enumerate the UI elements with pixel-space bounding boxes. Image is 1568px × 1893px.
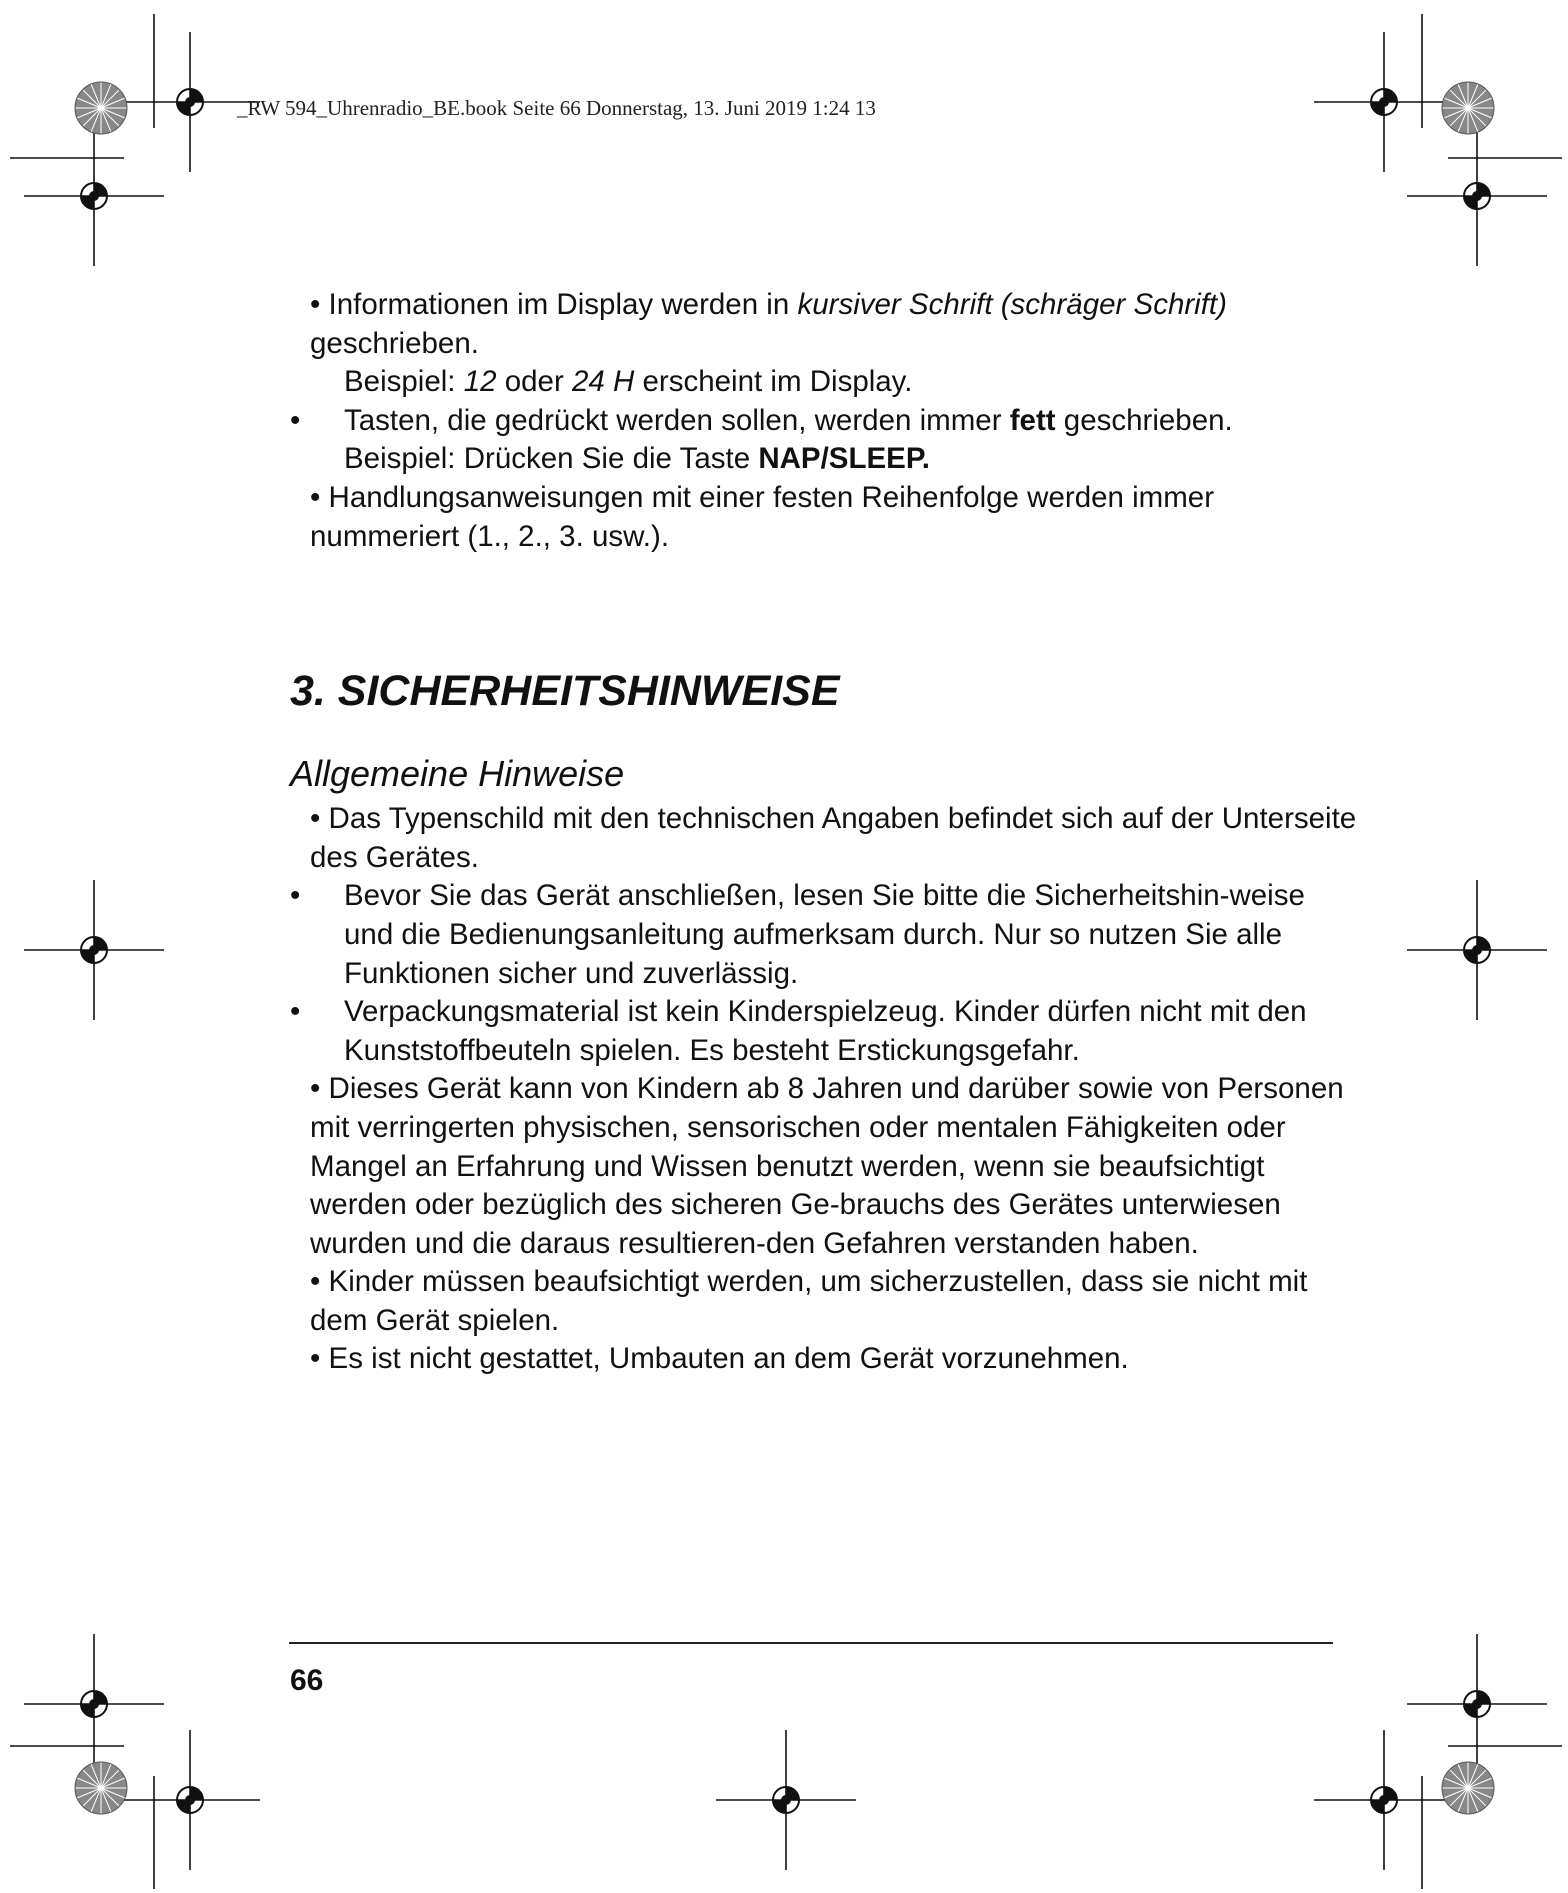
intro-item-first-line xyxy=(310,286,1360,363)
bullet: • xyxy=(290,879,301,913)
bullet: • xyxy=(290,995,301,1029)
intro-item-text xyxy=(310,479,1360,556)
text-segment: geschrieben. xyxy=(310,326,479,360)
text-segment-italic: kursiver Schrift (schräger Schrift) xyxy=(797,288,1227,321)
bullet: • xyxy=(310,1072,321,1106)
list-item-body: Verpackungsmaterial ist kein Kinderspielzeug. Kinder dürfen nicht mit den Kunststoffbeuteln spielen. Es besteht Erstickungsgefahr. xyxy=(344,995,1307,1067)
list-item xyxy=(290,1263,1360,1340)
text-segment-italic: 12 xyxy=(463,365,497,399)
list-item-body: Das Typenschild mit den technischen Angaben befindet sich auf der Unterseite des Gerätes. xyxy=(310,802,1357,874)
text-segment: oder xyxy=(496,365,572,399)
bullet: • xyxy=(310,480,321,514)
list-item xyxy=(290,1340,1360,1379)
list-item-text xyxy=(310,1263,1360,1340)
list-item-text xyxy=(310,1340,1360,1379)
list-item xyxy=(290,800,1360,877)
list-item-text xyxy=(310,1070,1360,1263)
list-item xyxy=(290,1070,1360,1263)
bullet: • xyxy=(310,288,321,321)
bullet: • xyxy=(310,1342,321,1376)
list-item-text xyxy=(310,800,1360,877)
list-item-body: Es ist nicht gestattet, Umbauten an dem Gerät vorzunehmen. xyxy=(328,1342,1129,1376)
page-content xyxy=(290,286,1360,1379)
text-segment: geschrieben. xyxy=(1055,403,1233,437)
bullet: • xyxy=(310,802,321,836)
book-header-line: _RW 594_Uhrenradio_BE.book Seite 66 Donnerstag, 13. Juni 2019 1:24 13 xyxy=(237,96,876,120)
list-item-body: Kinder müssen beaufsichtigt werden, um sicherzustellen, dass sie nicht mit dem Gerät spielen. xyxy=(310,1265,1308,1337)
text-segment: Informationen im Display werden in xyxy=(328,288,798,321)
text-segment: Beispiel: Drücken Sie die Taste xyxy=(344,442,759,476)
intro-item-example xyxy=(344,363,1360,402)
list-item-body: Dieses Gerät kann von Kindern ab 8 Jahren und darüber sowie von Personen mit verringerten physischen, sensorischen oder mentalen Fähigkeiten oder Mangel an Erfahrung und Wissen benutzt werden, wenn sie beaufsichtigt werden oder bezüglich des sicheren Ge-brauchs des Gerätes unterwiesen wurden und die daraus resultieren-den Gefahren verstanden haben. xyxy=(310,1072,1344,1260)
intro-item-bold xyxy=(290,402,1360,479)
text-segment: Handlungsanweisungen mit einer festen Reihenfolge werden immer nummeriert (1., 2., 3. usw.). xyxy=(310,480,1215,553)
text-segment-italic: 24 H xyxy=(571,365,635,399)
footer-rule xyxy=(289,1642,1333,1644)
intro-item-first-line xyxy=(344,402,1360,441)
text-segment: Beispiel: xyxy=(344,365,464,399)
list-item-body: Bevor Sie das Gerät anschließen, lesen Sie bitte die Sicherheitshin-weise und die Bedienungsanleitung aufmerksam durch. Nur so nutzen Sie alle Funktionen sicher und zuverlässig. xyxy=(344,879,1305,990)
text-segment-bold: fett xyxy=(1009,403,1056,437)
intro-item-example xyxy=(344,440,1360,479)
section-title: 3. SICHERHEITSHINWEISE xyxy=(290,667,840,716)
text-segment: Tasten, die gedrückt werden sollen, werden immer xyxy=(344,403,1010,437)
page-number: 66 xyxy=(290,1664,324,1697)
text-segment-bold: NAP/SLEEP. xyxy=(758,442,930,476)
bullet: • xyxy=(310,1265,321,1299)
list-item xyxy=(290,993,1360,1070)
list-item xyxy=(290,877,1360,993)
subsection-title: Allgemeine Hinweise xyxy=(290,753,625,795)
intro-item-italic xyxy=(290,286,1360,402)
bullet: • xyxy=(290,403,301,437)
text-segment: erscheint im Display. xyxy=(634,365,913,399)
intro-item-numbered xyxy=(290,479,1360,556)
